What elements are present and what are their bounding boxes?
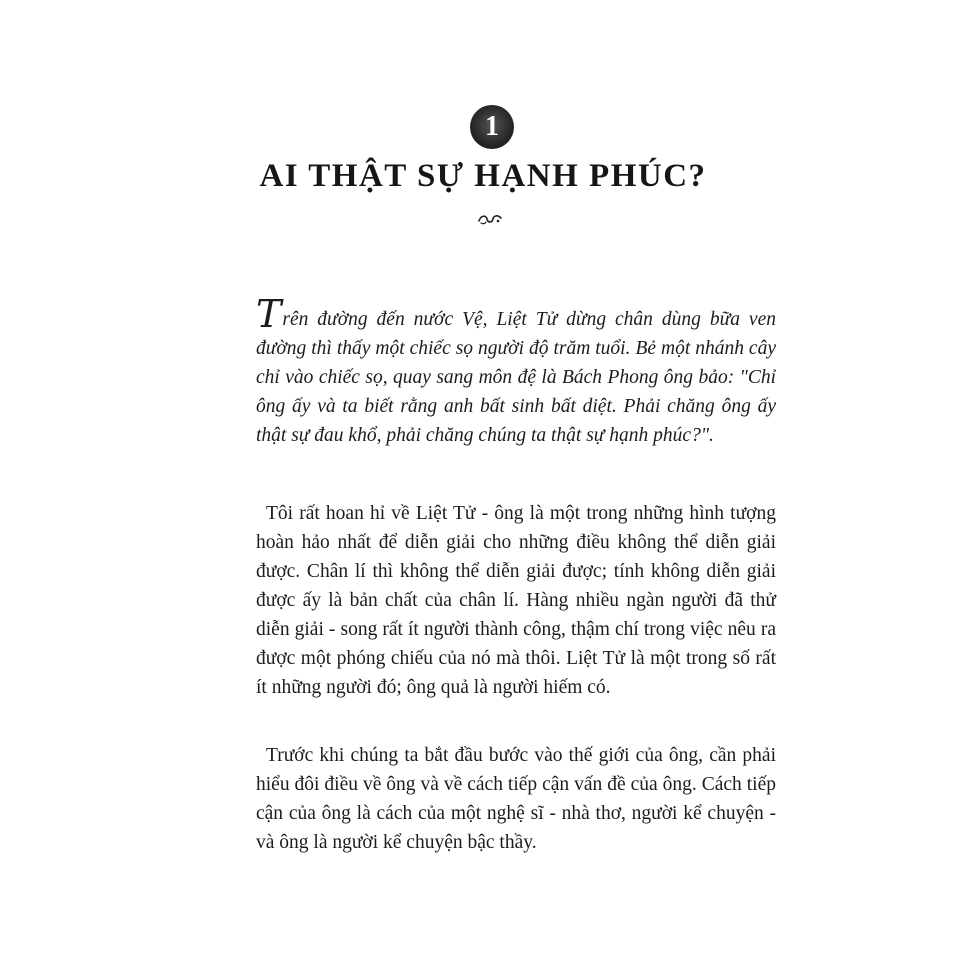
chapter-number: 1 bbox=[485, 111, 499, 142]
chapter-number-badge bbox=[470, 105, 514, 149]
chapter-title: AI THẬT SỰ HẠNH PHÚC? bbox=[259, 158, 707, 194]
body-paragraph-2: Tôi rất hoan hỉ về Liệt Tử - ông là một trong những hình tượng hoàn hảo nhất để diễn giải cho những điều không thể diễn giải được. Chân lí thì không thể diễn giải được; tính không diễn giải được ấy là bản chất của chân lí. Hàng nhiều ngàn người đã thử diễn giải - song rất ít người thành công, thậm chí trong việc nêu ra được một phóng chiếu của nó mà thôi. Liệt Tử là một trong số rất ít những người đó; ông quả là người hiếm có. bbox=[256, 503, 776, 698]
opening-paragraph bbox=[256, 292, 776, 450]
drop-cap: T bbox=[256, 292, 282, 336]
opening-paragraph-text: rên đường đến nước Vệ, Liệt Tử dừng chân dùng bữa ven đường thì thấy một chiếc sọ người độ trăm tuổi. Bẻ một nhánh cây chỉ vào chiếc sọ, quay sang môn đệ là Bách Phong ông bảo: "Chỉ ông ấy và ta biết rằng anh bất sinh bất diệt. Phải chăng ông ấy thật sự đau khổ, phải chăng chúng ta thật sự hạnh phúc?". bbox=[256, 309, 776, 446]
ornament-flourish-icon bbox=[477, 212, 503, 226]
body-paragraph-3: Trước khi chúng ta bắt đầu bước vào thế giới của ông, cần phải hiểu đôi điều về ông và về cách tiếp cận vấn đề của ông. Cách tiếp cận của ông là cách của một nghệ sĩ - nhà thơ, người kể chuyện - và ông là người kể chuyện bậc thầy. bbox=[256, 745, 776, 853]
